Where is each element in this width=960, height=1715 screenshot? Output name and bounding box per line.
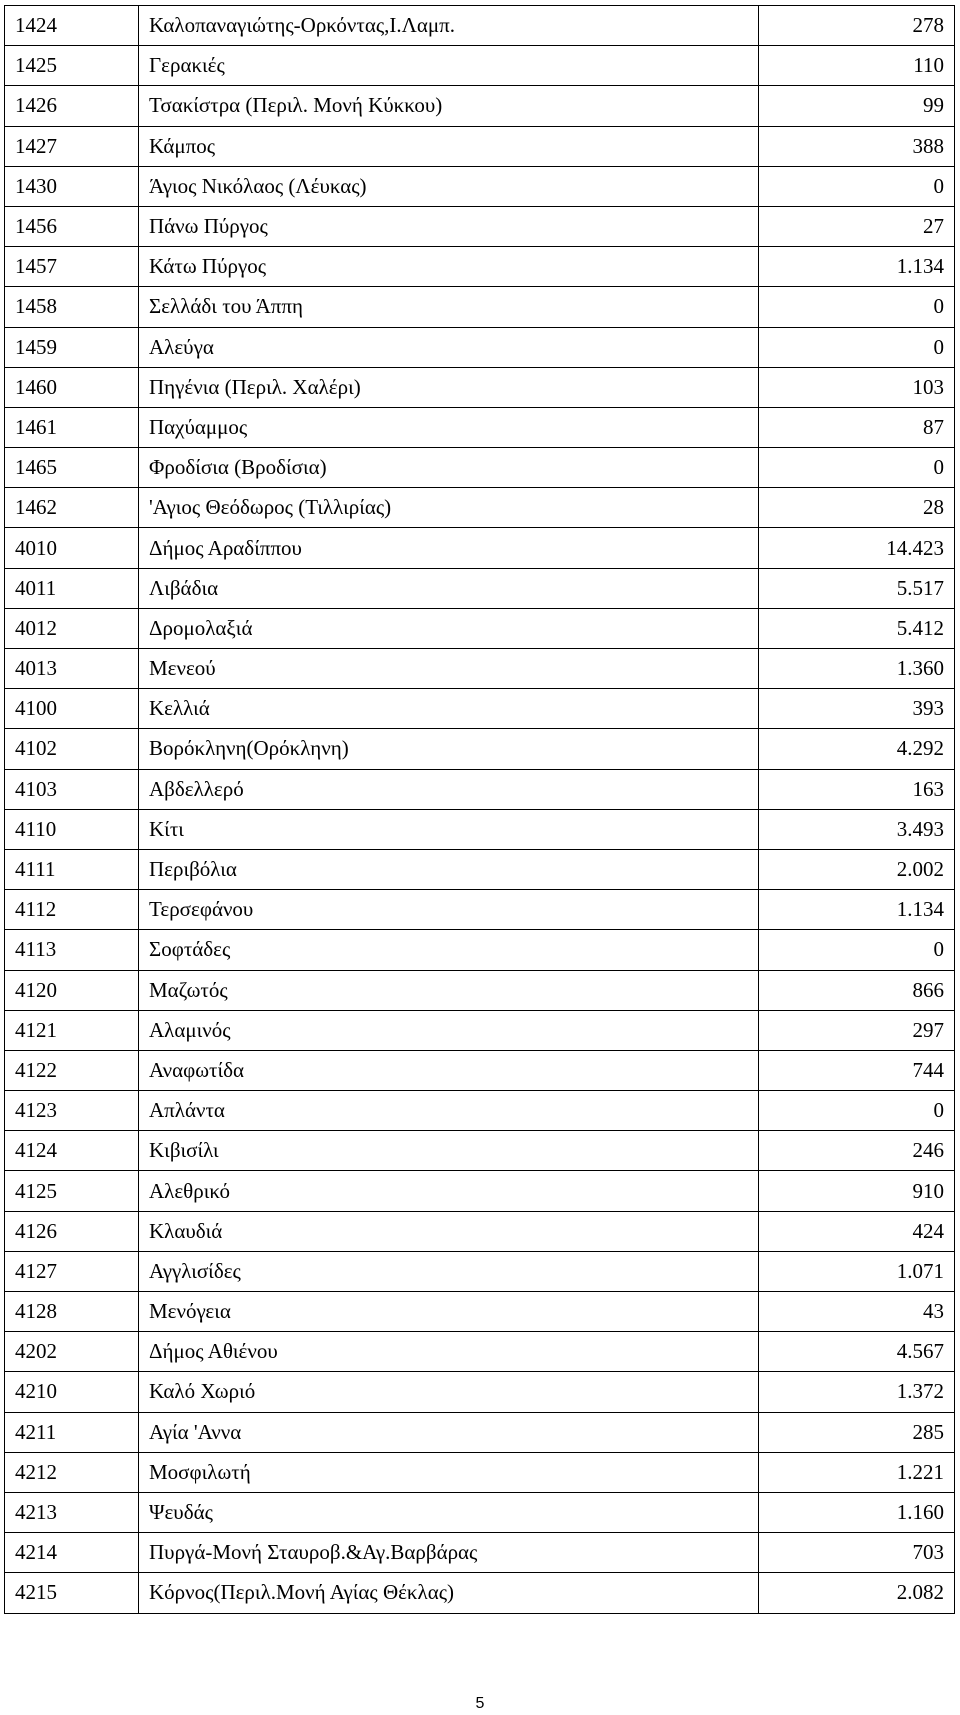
population-value-cell: 1.221: [759, 1452, 955, 1492]
community-name-cell: Μοσφιλωτή: [139, 1452, 759, 1492]
population-value-cell: 297: [759, 1010, 955, 1050]
population-value-cell: 28: [759, 488, 955, 528]
community-code-cell: 4011: [5, 568, 139, 608]
population-value-cell: 43: [759, 1292, 955, 1332]
community-code-cell: 4100: [5, 689, 139, 729]
community-name-cell: Άγιος Νικόλαος (Λέυκας): [139, 166, 759, 206]
community-code-cell: 4122: [5, 1050, 139, 1090]
community-code-cell: 4013: [5, 649, 139, 689]
population-value-cell: 744: [759, 1050, 955, 1090]
community-name-cell: Βορόκληνη(Ορόκληνη): [139, 729, 759, 769]
community-name-cell: Αβδελλερό: [139, 769, 759, 809]
community-name-cell: Σοφτάδες: [139, 930, 759, 970]
community-name-cell: Κόρνος(Περιλ.Μονή Αγίας Θέκλας): [139, 1573, 759, 1613]
community-code-cell: 4123: [5, 1091, 139, 1131]
population-value-cell: 1.160: [759, 1492, 955, 1532]
table-row: [5, 769, 955, 809]
community-population-table: [4, 5, 955, 1614]
table-row: [5, 1251, 955, 1291]
community-name-cell: Κιβισίλι: [139, 1131, 759, 1171]
community-code-cell: 1461: [5, 407, 139, 447]
community-code-cell: 4113: [5, 930, 139, 970]
community-code-cell: 4111: [5, 849, 139, 889]
table-row: [5, 1533, 955, 1573]
community-code-cell: 4012: [5, 608, 139, 648]
table-row: [5, 890, 955, 930]
community-code-cell: 1458: [5, 287, 139, 327]
table-row: [5, 1452, 955, 1492]
community-name-cell: Δήμος Αθιένου: [139, 1332, 759, 1372]
community-name-cell: Γερακιές: [139, 46, 759, 86]
population-value-cell: 4.292: [759, 729, 955, 769]
population-value-cell: 2.082: [759, 1573, 955, 1613]
table-row: [5, 608, 955, 648]
community-name-cell: Πηγένια (Περιλ. Χαλέρι): [139, 367, 759, 407]
table-row: [5, 1492, 955, 1532]
table-row: [5, 649, 955, 689]
community-code-cell: 1456: [5, 206, 139, 246]
community-code-cell: 1457: [5, 247, 139, 287]
table-row: [5, 86, 955, 126]
community-name-cell: Κάμπος: [139, 126, 759, 166]
population-value-cell: 27: [759, 206, 955, 246]
community-code-cell: 4010: [5, 528, 139, 568]
community-name-cell: Μενεού: [139, 649, 759, 689]
community-code-cell: 1426: [5, 86, 139, 126]
community-code-cell: 4127: [5, 1251, 139, 1291]
population-value-cell: 163: [759, 769, 955, 809]
community-name-cell: Λιβάδια: [139, 568, 759, 608]
community-name-cell: Κλαυδιά: [139, 1211, 759, 1251]
table-row: [5, 1211, 955, 1251]
population-value-cell: 0: [759, 1091, 955, 1131]
community-code-cell: 1465: [5, 448, 139, 488]
table-row: [5, 729, 955, 769]
community-name-cell: Απλάντα: [139, 1091, 759, 1131]
table-row: [5, 1292, 955, 1332]
community-code-cell: 4112: [5, 890, 139, 930]
community-code-cell: 1459: [5, 327, 139, 367]
community-code-cell: 4214: [5, 1533, 139, 1573]
community-name-cell: Πάνω Πύργος: [139, 206, 759, 246]
table-row: [5, 528, 955, 568]
population-value-cell: 278: [759, 6, 955, 46]
population-value-cell: 393: [759, 689, 955, 729]
table-row: [5, 1091, 955, 1131]
community-name-cell: Τερσεφάνου: [139, 890, 759, 930]
community-code-cell: 1460: [5, 367, 139, 407]
population-value-cell: 1.360: [759, 649, 955, 689]
table-row: [5, 1171, 955, 1211]
table-row: [5, 287, 955, 327]
table-row: [5, 1332, 955, 1372]
community-name-cell: Μαζωτός: [139, 970, 759, 1010]
community-code-cell: 4103: [5, 769, 139, 809]
population-value-cell: 388: [759, 126, 955, 166]
community-code-cell: 1430: [5, 166, 139, 206]
population-value-cell: 5.412: [759, 608, 955, 648]
community-name-cell: Αναφωτίδα: [139, 1050, 759, 1090]
community-name-cell: Πυργά-Μονή Σταυροβ.&Αγ.Βαρβάρας: [139, 1533, 759, 1573]
population-value-cell: 2.002: [759, 849, 955, 889]
population-value-cell: 1.372: [759, 1372, 955, 1412]
population-value-cell: 866: [759, 970, 955, 1010]
population-value-cell: 0: [759, 287, 955, 327]
community-code-cell: 1424: [5, 6, 139, 46]
table-row: [5, 1573, 955, 1613]
community-code-cell: 4120: [5, 970, 139, 1010]
table-row: [5, 206, 955, 246]
community-code-cell: 1425: [5, 46, 139, 86]
community-code-cell: 4102: [5, 729, 139, 769]
community-name-cell: 'Αγιος Θεόδωρος (Τιλλιρίας): [139, 488, 759, 528]
population-value-cell: 4.567: [759, 1332, 955, 1372]
table-row: [5, 970, 955, 1010]
table-row: [5, 247, 955, 287]
table-row: [5, 930, 955, 970]
community-name-cell: Δήμος Αραδίππου: [139, 528, 759, 568]
community-code-cell: 1427: [5, 126, 139, 166]
community-name-cell: Αλεθρικό: [139, 1171, 759, 1211]
community-name-cell: Περιβόλια: [139, 849, 759, 889]
table-row: [5, 407, 955, 447]
community-name-cell: Κίτι: [139, 809, 759, 849]
community-name-cell: Τσακίστρα (Περιλ. Μονή Κύκκου): [139, 86, 759, 126]
community-code-cell: 4128: [5, 1292, 139, 1332]
population-value-cell: 0: [759, 327, 955, 367]
community-name-cell: Σελλάδι του Άππη: [139, 287, 759, 327]
community-name-cell: Αλεύγα: [139, 327, 759, 367]
community-name-cell: Κελλιά: [139, 689, 759, 729]
population-value-cell: 87: [759, 407, 955, 447]
population-value-cell: 0: [759, 448, 955, 488]
population-value-cell: 103: [759, 367, 955, 407]
population-value-cell: 0: [759, 930, 955, 970]
population-value-cell: 1.134: [759, 247, 955, 287]
table-row: [5, 488, 955, 528]
community-name-cell: Καλοπαναγιώτης-Ορκόντας,Ι.Λαμπ.: [139, 6, 759, 46]
population-value-cell: 14.423: [759, 528, 955, 568]
table-row: [5, 1131, 955, 1171]
population-value-cell: 1.071: [759, 1251, 955, 1291]
community-code-cell: 4110: [5, 809, 139, 849]
table-row: [5, 327, 955, 367]
community-name-cell: Αλαμινός: [139, 1010, 759, 1050]
table-row: [5, 448, 955, 488]
community-name-cell: Κάτω Πύργος: [139, 247, 759, 287]
community-code-cell: 4126: [5, 1211, 139, 1251]
population-value-cell: 703: [759, 1533, 955, 1573]
population-value-cell: 910: [759, 1171, 955, 1211]
table-row: [5, 126, 955, 166]
table-row: [5, 1372, 955, 1412]
community-code-cell: 4210: [5, 1372, 139, 1412]
community-name-cell: Φροδίσια (Βροδίσια): [139, 448, 759, 488]
table-row: [5, 6, 955, 46]
community-name-cell: Δρομολαξιά: [139, 608, 759, 648]
community-name-cell: Παχύαμμος: [139, 407, 759, 447]
community-name-cell: Αγγλισίδες: [139, 1251, 759, 1291]
table-row: [5, 166, 955, 206]
community-code-cell: 4202: [5, 1332, 139, 1372]
population-value-cell: 424: [759, 1211, 955, 1251]
community-code-cell: 4211: [5, 1412, 139, 1452]
population-value-cell: 0: [759, 166, 955, 206]
community-code-cell: 1462: [5, 488, 139, 528]
table-row: [5, 1050, 955, 1090]
population-value-cell: 285: [759, 1412, 955, 1452]
population-value-cell: 5.517: [759, 568, 955, 608]
page-number: 5: [475, 1695, 485, 1712]
community-name-cell: Ψευδάς: [139, 1492, 759, 1532]
community-code-cell: 4213: [5, 1492, 139, 1532]
population-value-cell: 99: [759, 86, 955, 126]
table-row: [5, 809, 955, 849]
community-code-cell: 4215: [5, 1573, 139, 1613]
community-code-cell: 4212: [5, 1452, 139, 1492]
table-body: [5, 6, 955, 1614]
community-code-cell: 4125: [5, 1171, 139, 1211]
population-value-cell: 3.493: [759, 809, 955, 849]
community-name-cell: Αγία 'Αννα: [139, 1412, 759, 1452]
table-row: [5, 46, 955, 86]
community-name-cell: Μενόγεια: [139, 1292, 759, 1332]
table-row: [5, 1010, 955, 1050]
community-name-cell: Καλό Χωριό: [139, 1372, 759, 1412]
table-row: [5, 849, 955, 889]
table-row: [5, 568, 955, 608]
population-value-cell: 1.134: [759, 890, 955, 930]
table-row: [5, 367, 955, 407]
table-row: [5, 1412, 955, 1452]
population-value-cell: 246: [759, 1131, 955, 1171]
table-row: [5, 689, 955, 729]
community-code-cell: 4121: [5, 1010, 139, 1050]
community-code-cell: 4124: [5, 1131, 139, 1171]
population-value-cell: 110: [759, 46, 955, 86]
